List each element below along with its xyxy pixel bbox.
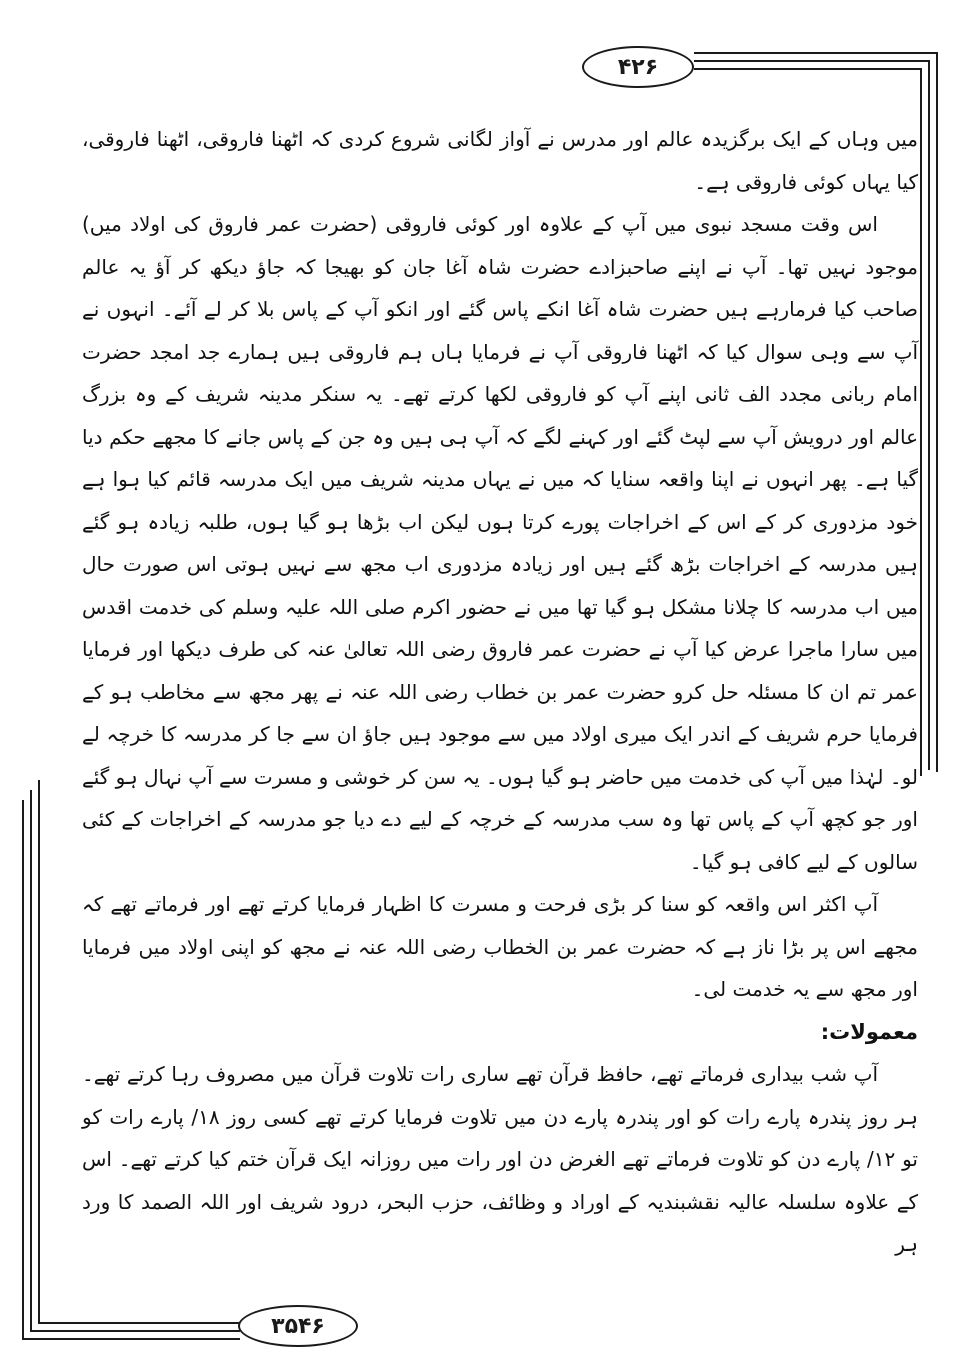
page-number-bottom: ۳۵۴۶ — [238, 1305, 358, 1347]
frame-left-outer — [22, 800, 24, 1340]
paragraph-3: آپ اکثر اس واقعہ کو سنا کر بڑی فرحت و مسرت کا اظہار فرمایا کرتے تھے اور فرماتے تھے کہ مجھے اس پر بڑا ناز ہے کہ حضرت عمر بن الخطاب رضی اللہ عنہ نے مجھ کو اپنی اولاد میں فرمایا اور مجھ سے یہ خدمت لی۔ — [82, 892, 918, 1001]
frame-left-inner — [38, 780, 40, 1324]
frame-bottom-mid — [30, 1330, 240, 1332]
body-text — [82, 118, 918, 1266]
frame-left-mid — [30, 790, 32, 1332]
frame-top-inner — [694, 68, 922, 70]
frame-right-mid — [928, 60, 930, 770]
frame-right-inner — [920, 68, 922, 776]
frame-bottom-inner — [38, 1322, 240, 1324]
frame-bottom-outer — [22, 1338, 240, 1340]
paragraph-2: اس وقت مسجد نبوی میں آپ کے علاوہ اور کوئی فاروقی (حضرت عمر فاروق کی اولاد میں) موجود نہیں تھا۔ آپ نے اپنے صاحبزادے حضرت شاہ آغا جان کو بھیجا کہ جاؤ دیکھ کر آؤ یہ عالم صاحب کیا فرمارہے ہیں حضرت شاہ آغا انکے پاس گئے اور انکو آپ کے پاس بلا کر لے آئے۔ انہوں نے آپ سے وہی سوال کیا کہ اٹھنا فاروقی آپ نے فرمایا ہاں ہم فاروقی ہیں ہمارے جد امجد حضرت امام ربانی مجدد الف ثانی اپنے آپ کو فاروقی لکھا کرتے تھے۔ یہ سنکر مدینہ شریف کے وہ بزرگ عالم اور درویش آپ سے لپٹ گئے اور کہنے لگے کہ آپ ہی ہیں وہ جن کے پاس جانے کا مجھے حکم دیا گیا ہے۔ پھر انہوں نے اپنا واقعہ سنایا کہ میں نے یہاں مدینہ شریف میں ایک مدرسہ قائم کیا ہوا ہے خود مزدوری کر کے اس کے اخراجات پورے کرتا ہوں لیکن اب بڑھا ہو گیا ہوں، طلبہ زیادہ ہو گئے ہیں مدرسہ کے اخراجات بڑھ گئے ہیں اور زیادہ مزدوری اب مجھ سے نہیں ہوتی اس صورت حال میں اب مدرسہ کا چلانا مشکل ہو گیا تھا میں نے حضور اکرم صلی اللہ علیہ وسلم کی خدمت اقدس میں سارا ماجرا عرض کیا آپ نے حضرت عمر فاروق رضی اللہ تعالیٰ عنہ کی طرف دیکھا اور فرمایا عمر تم ان کا مسئلہ حل کرو حضرت عمر بن خطاب رضی اللہ عنہ نے پھر مجھ سے مخاطب ہو کے فرمایا حرم شریف کے اندر ایک میری اولاد میں سے موجود ہیں جاؤ ان سے جا کر مدرسہ کا خرچہ لے لو۔ لہٰذا میں آپ کی خدمت میں حاضر ہو گیا ہوں۔ یہ سن کر خوشی و مسرت سے آپ نہال ہو گئے اور جو کچھ آپ کے پاس تھا وہ سب مدرسہ کے خرچہ کے لیے دے دیا جو مدرسہ کے اخراجات کے کئی سالوں کے لیے کافی ہو گیا۔ — [81, 212, 918, 874]
frame-right-outer — [936, 52, 938, 772]
frame-top-outer — [694, 52, 938, 54]
section-paragraph: آپ شب بیداری فرماتے تھے، حافظ قرآن تھے ساری رات تلاوت قرآن میں مصروف رہا کرتے تھے۔ ہر روز پندرہ پارے رات کو اور پندرہ پارے دن میں تلاوت فرمایا کرتے تھے کسی روز ۱۸/ پارے رات کو تو ۱۲/ پارے دن کو تلاوت فرماتے تھے الغرض دن اور رات میں روزانہ ایک قرآن ختم کیا کرتے تھے۔ اس کے علاوہ سلسلہ عالیہ نقشبندیہ کے اوراد و وظائف، حزب البحر، درود شریف اور اللہ الصمد کا ورد ہر — [82, 1062, 918, 1256]
section-heading: معمولات: — [820, 1019, 918, 1044]
paragraph-1: میں وہاں کے ایک برگزیدہ عالم اور مدرس نے آواز لگانی شروع کردی کہ اٹھنا فاروقی، اٹھنا فاروقی، کیا یہاں کوئی فاروقی ہے۔ — [82, 127, 918, 194]
page-number-top: ۴۲۶ — [582, 46, 694, 88]
frame-top-mid — [694, 60, 930, 62]
